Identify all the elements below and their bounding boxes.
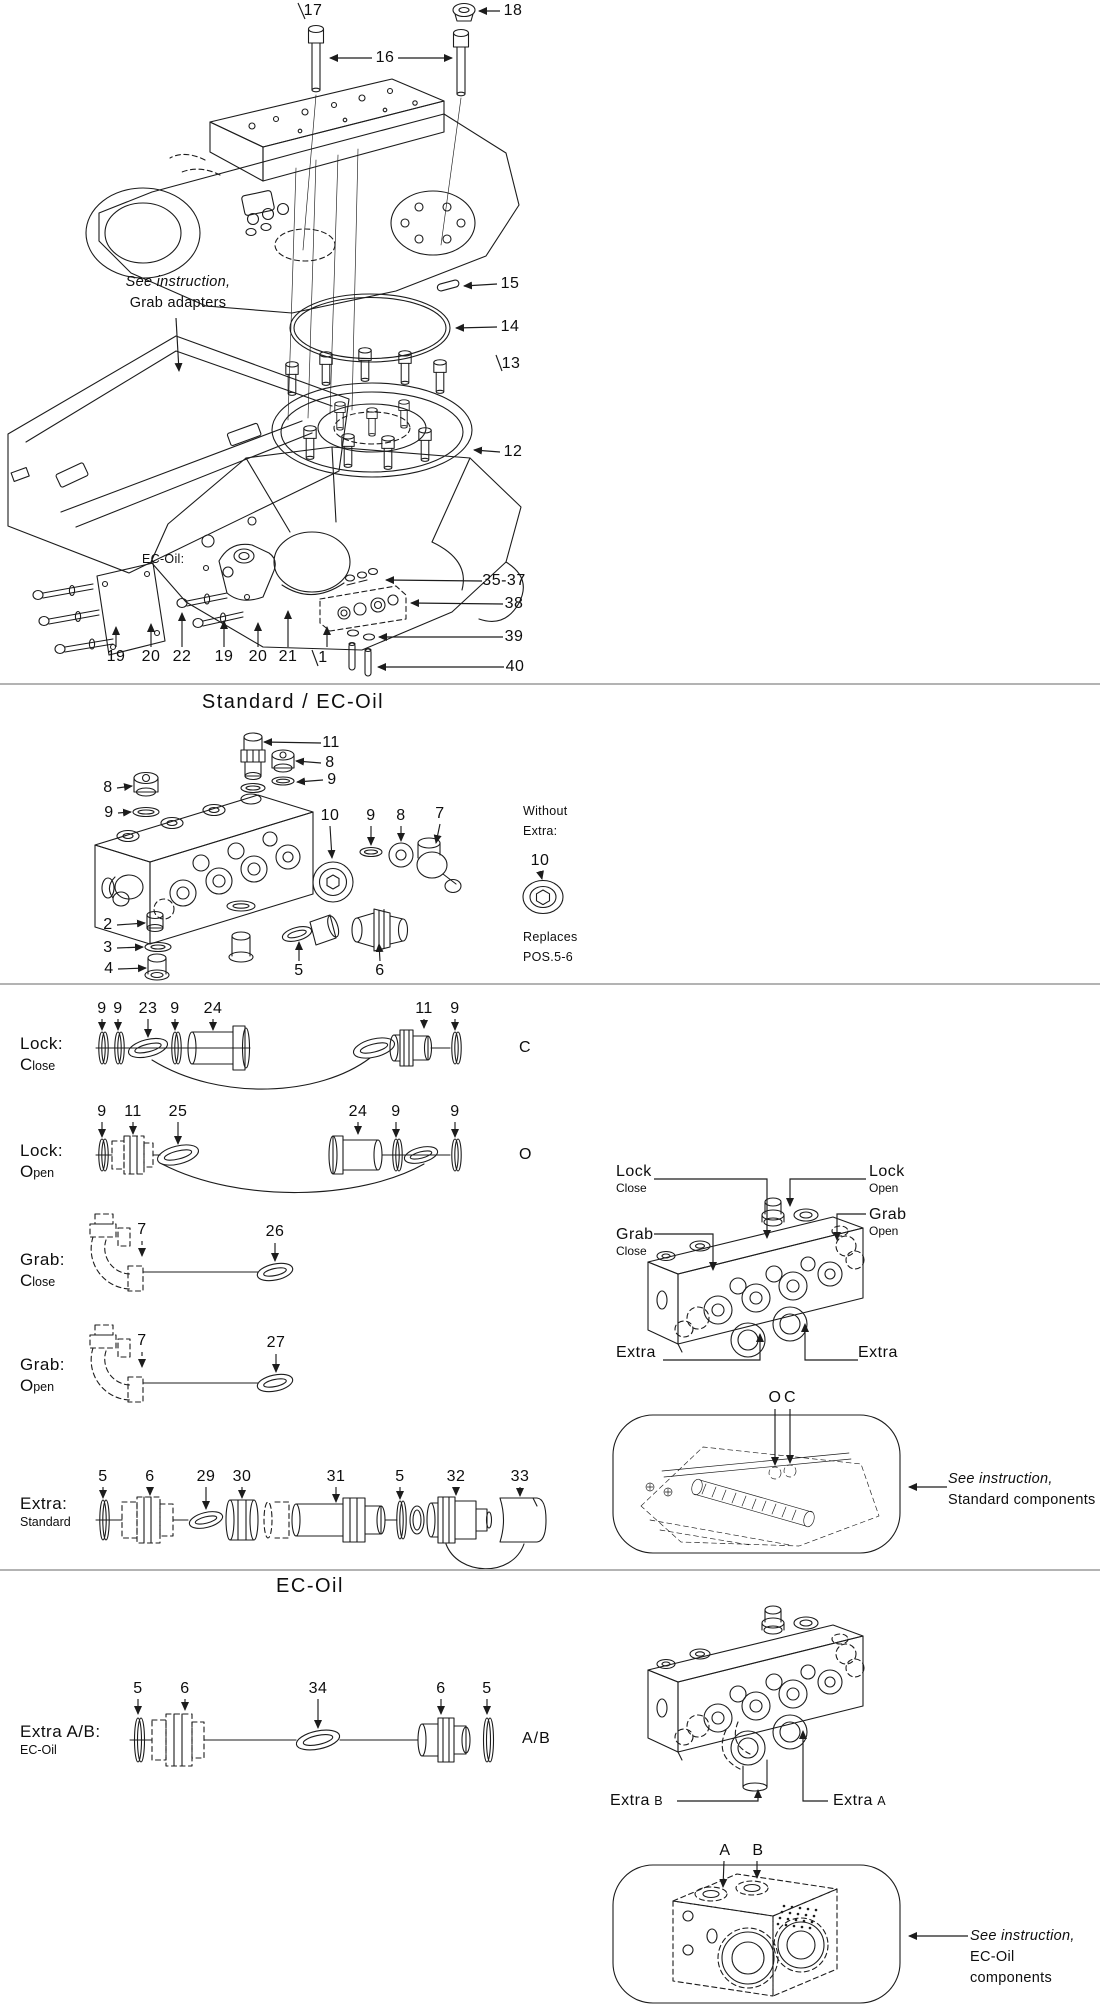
callout-7: 7 (137, 1332, 147, 1349)
callout-9: 9 (170, 1000, 180, 1017)
letter-o: O (519, 1146, 533, 1163)
section-divider-3 (0, 1569, 1100, 1571)
note-replaces-line2: POS.5-6 (523, 950, 574, 964)
diagram-label-extra-right (858, 1344, 898, 1362)
callout-11: 11 (124, 1103, 142, 1120)
callout-24: 24 (348, 1103, 368, 1120)
row-label-lock-close-sub: Close (20, 1055, 56, 1074)
callout-13: 13 (501, 355, 521, 372)
callout-5: 5 (133, 1680, 143, 1697)
row-label-extra-standard-main: Extra: (20, 1494, 68, 1513)
note-grab-adapters (113, 272, 243, 314)
diagram-label-lock-close-sub: Close (616, 1181, 647, 1195)
row-label-extra-ab (20, 1722, 101, 1757)
diagram-label-grab-close-main: Grab (616, 1226, 654, 1243)
row-label-lock-open (20, 1141, 63, 1182)
extra-ab-row-drawing (130, 1714, 494, 1766)
callout-5: 5 (482, 1680, 492, 1697)
note-ecoil-components-line2: EC-Oil components (970, 1949, 1052, 1986)
leader-lines-static (176, 318, 968, 1936)
diagram-label-extra-left (616, 1344, 656, 1362)
callout-6: 6 (436, 1680, 446, 1697)
callout-34: 34 (308, 1680, 328, 1697)
letter-c: C (519, 1039, 532, 1056)
callout-27: 27 (266, 1334, 286, 1351)
valve-block-ecoil (648, 1606, 864, 1765)
row-label-extra-standard-sub: Standard (20, 1515, 71, 1529)
diagram-label-lock-close (616, 1163, 652, 1195)
callout-5: 5 (395, 1468, 405, 1485)
callout-33: 33 (510, 1468, 530, 1485)
diagram-label-grab-open (869, 1206, 907, 1238)
callout-23: 23 (138, 1000, 158, 1017)
diagram-label-grab-open-main: Grab (869, 1206, 907, 1223)
callout-15: 15 (500, 275, 520, 292)
diagram-label-extra-a-letter: A (877, 1794, 886, 1808)
row-label-lock-close (20, 1034, 63, 1075)
callout-A: A (719, 1842, 731, 1859)
callout-9: 9 (97, 1103, 107, 1120)
row-label-grab-open-main: Grab: (20, 1355, 66, 1374)
callout-6: 6 (145, 1468, 155, 1485)
row-label-extra-ab-sub: EC-Oil (20, 1743, 57, 1757)
callout-25: 25 (168, 1103, 188, 1120)
row-label-lock-open-sub: Open (20, 1162, 55, 1181)
callout-6: 6 (375, 962, 385, 979)
section-divider-2 (0, 983, 1100, 985)
row-label-grab-close-sub: Close (20, 1271, 56, 1290)
callout-17: 17 (303, 2, 323, 19)
diagram-label-extra-a (833, 1792, 886, 1810)
callout-3: 3 (103, 939, 113, 956)
note-without-extra-line2: Extra: (523, 824, 558, 838)
callout-4: 4 (104, 960, 114, 977)
callout-9: 9 (104, 804, 114, 821)
callout-1: 1 (318, 649, 328, 666)
valve-block-standard (648, 1198, 864, 1357)
callout-9: 9 (327, 771, 337, 788)
callout-38: 38 (504, 595, 524, 612)
callout-6: 6 (180, 1680, 190, 1697)
diagram-label-extra-b (610, 1792, 663, 1810)
note-ecoil-components-line1: See instruction, (970, 1928, 1075, 1944)
callout-14: 14 (500, 318, 520, 335)
callout-9: 9 (97, 1000, 107, 1017)
note-replaces-line1: Replaces (523, 930, 578, 944)
note-standard-components-line2: Standard components (948, 1492, 1096, 1508)
callout-21: 21 (278, 648, 298, 665)
letter-ab: A/B (522, 1730, 551, 1747)
callout-8: 8 (325, 754, 335, 771)
row-label-lock-open-main: Lock: (20, 1141, 64, 1160)
row-label-grab-open (20, 1355, 65, 1396)
callout-10: 10 (530, 852, 550, 869)
diagram-label-extra-right-text: Extra (858, 1344, 898, 1361)
standard-components-box (613, 1415, 900, 1553)
callout-7: 7 (137, 1221, 147, 1238)
callout-24: 24 (203, 1000, 223, 1017)
row-label-grab-close-main: Grab: (20, 1250, 66, 1269)
row-label-lock-close-main: Lock: (20, 1034, 64, 1053)
diagram-label-extra-b-main: Extra (610, 1792, 650, 1809)
callout-8: 8 (103, 779, 113, 796)
callout-26: 26 (265, 1223, 285, 1240)
callout-20: 20 (141, 648, 161, 665)
callout-19: 19 (106, 648, 126, 665)
callout-9: 9 (450, 1103, 460, 1120)
callout-30: 30 (232, 1468, 252, 1485)
extra-standard-row-drawing (96, 1497, 546, 1569)
callout-5: 5 (294, 962, 304, 979)
diagram-label-grab-close-sub: Close (616, 1244, 647, 1258)
callout-32: 32 (446, 1468, 466, 1485)
diagram-label-extra-a-main: Extra (833, 1792, 873, 1809)
note-replaces-pos (523, 927, 578, 967)
note-standard-components-line1: See instruction, (948, 1471, 1053, 1487)
label-ecoil-variant: EC-Oil: (142, 552, 185, 566)
note-grab-adapters-line2: Grab adapters (129, 295, 227, 311)
callout-19: 19 (214, 648, 234, 665)
row-label-extra-ab-main: Extra A/B: (20, 1722, 101, 1741)
diagram-label-extra-b-letter: B (654, 1794, 663, 1808)
callout-31: 31 (326, 1468, 346, 1485)
callout-29: 29 (196, 1468, 216, 1485)
callout-9: 9 (113, 1000, 123, 1017)
ecoil-elbow-drawing (722, 1722, 767, 1791)
callout-22: 22 (172, 648, 192, 665)
callout-20: 20 (248, 648, 268, 665)
row-label-grab-open-sub: Open (20, 1376, 55, 1395)
note-ecoil-components (970, 1926, 1100, 1989)
callout-O: O (768, 1389, 782, 1406)
callout-12: 12 (503, 443, 523, 460)
callout-9: 9 (366, 807, 376, 824)
diagram-label-lock-close-main: Lock (616, 1163, 652, 1180)
callout-40: 40 (505, 658, 525, 675)
row-label-extra-standard (20, 1494, 71, 1529)
callout-C: C (783, 1389, 797, 1406)
diagram-label-lock-open (869, 1163, 905, 1195)
callout-10: 10 (320, 807, 340, 824)
callout-16: 16 (375, 49, 395, 66)
row-label-grab-close (20, 1250, 65, 1291)
callout-18: 18 (503, 2, 523, 19)
callout-9: 9 (450, 1000, 460, 1017)
callout-9: 9 (391, 1103, 401, 1120)
callout-5: 5 (98, 1468, 108, 1485)
ecoil-components-box (613, 1865, 900, 2003)
callout-11: 11 (415, 1000, 433, 1017)
callout-35-37: 35-37 (482, 572, 526, 589)
diagram-label-grab-close (616, 1226, 654, 1258)
callout-2: 2 (103, 916, 113, 933)
lock-open-row-drawing (96, 1136, 461, 1193)
diagram-label-lock-open-main: Lock (869, 1163, 905, 1180)
diagram-label-grab-open-sub: Open (869, 1224, 899, 1238)
callout-39: 39 (504, 628, 524, 645)
note-grab-adapters-line1: See instruction, (125, 274, 231, 290)
callout-B: B (752, 1842, 764, 1859)
note-without-extra-line1: Without (523, 804, 568, 818)
section-title-ecoil: EC-Oil (276, 1575, 344, 1597)
section-divider-1 (0, 683, 1100, 685)
note-standard-components (948, 1469, 1096, 1511)
callout-8: 8 (396, 807, 406, 824)
note-without-extra (523, 801, 567, 841)
diagram-label-lock-open-sub: Open (869, 1181, 899, 1195)
callout-7: 7 (435, 805, 445, 822)
rotator-exploded-drawing (8, 4, 526, 651)
section-title-standard-ecoil: Standard / EC-Oil (201, 691, 385, 713)
diagram-label-extra-left-text: Extra (616, 1344, 656, 1361)
callout-11: 11 (322, 734, 340, 751)
lock-close-row-drawing (96, 1026, 461, 1089)
